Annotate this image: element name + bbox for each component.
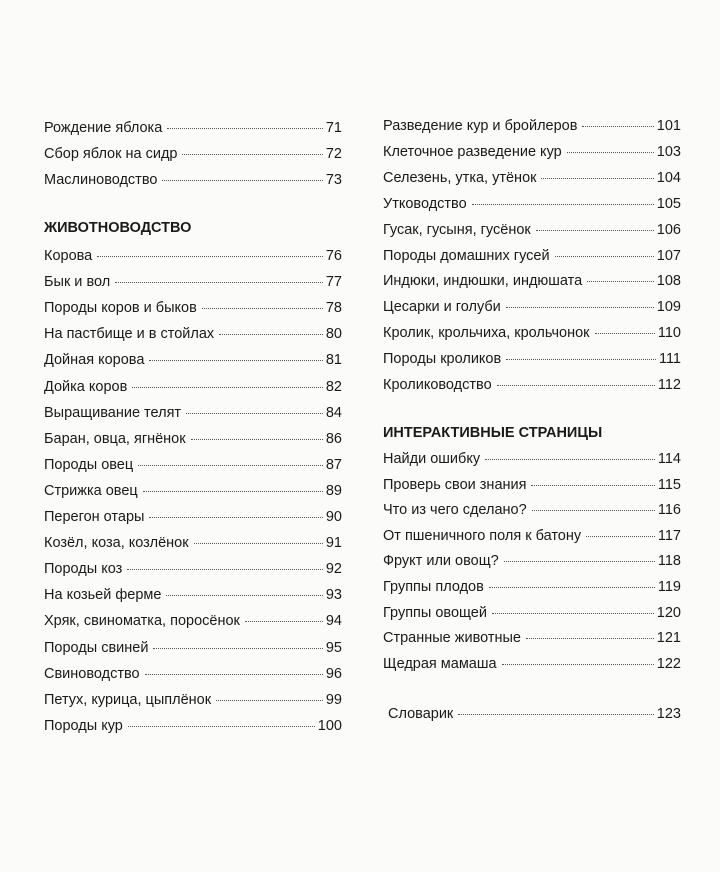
toc-entry[interactable] [44, 482, 342, 500]
toc-entry-title: Клеточное разведение кур [383, 143, 562, 160]
toc-entry-page: 100 [317, 717, 342, 734]
toc-entry[interactable] [44, 171, 342, 189]
toc-entry-title: Странные животные [383, 630, 521, 647]
toc-entry[interactable] [383, 143, 681, 161]
toc-entry-title: Рождение яблока [44, 120, 163, 136]
toc-entry-title: От пшеничного поля к батону [383, 527, 582, 544]
toc-entry[interactable] [44, 560, 342, 578]
dot-leader [586, 535, 655, 537]
toc-entry-title: Свиноводство [44, 665, 140, 682]
toc-entry[interactable] [44, 691, 342, 709]
toc-entry[interactable] [383, 298, 681, 316]
toc-entry-title: Хряк, свиноматка, поросёнок [44, 613, 240, 630]
toc-entry-page: 89 [325, 482, 342, 499]
toc-entry-title: Словарик [388, 706, 454, 722]
toc-entry[interactable] [383, 221, 681, 239]
toc-entry-title: Выращивание телят [44, 404, 182, 421]
toc-entry-title: Гусак, гусыня, гусёнок [383, 221, 531, 238]
toc-entry-page: 106 [656, 221, 681, 238]
dot-leader [497, 384, 655, 386]
toc-entry-page: 117 [657, 527, 681, 544]
toc-entry-title: Маслиноводство [44, 172, 158, 188]
toc-entry-page: 77 [325, 274, 342, 291]
section-heading: ИНТЕРАКТИВНЫЕ СТРАНИЦЫ [383, 425, 603, 441]
dot-leader [127, 568, 323, 570]
toc-entry-page: 118 [657, 553, 681, 570]
toc-entry-glossary[interactable] [388, 705, 681, 723]
toc-entry-title: Щедрая мамаша [383, 655, 497, 672]
toc-entry-page: 93 [325, 587, 342, 604]
dot-leader [587, 280, 654, 282]
toc-entry-page: 95 [325, 639, 342, 656]
dot-leader [191, 438, 323, 440]
toc-entry[interactable] [383, 195, 681, 213]
toc-entry-title: Стрижка овец [44, 482, 138, 499]
toc-entry-page: 71 [325, 120, 342, 136]
toc-entry-page: 72 [325, 146, 342, 162]
dot-leader [555, 255, 654, 257]
toc-entry-page: 96 [325, 665, 342, 682]
toc-entry[interactable] [383, 376, 681, 394]
dot-leader [202, 307, 323, 309]
toc-entry-title: Козёл, коза, козлёнок [44, 535, 189, 552]
toc-entry-title: Корова [44, 248, 93, 264]
toc-entry[interactable] [44, 145, 342, 163]
toc-entry-title: Породы домашних гусей [383, 247, 550, 264]
dot-leader [143, 490, 323, 492]
toc-entry-page: 101 [656, 118, 681, 134]
dot-leader [492, 612, 654, 614]
toc-entry-title: Фрукт или овощ? [383, 553, 499, 570]
toc-entry-title: На козьей ферме [44, 587, 162, 604]
toc-entry[interactable] [383, 552, 681, 570]
toc-entry[interactable] [44, 639, 342, 657]
toc-entry-page: 87 [325, 456, 342, 473]
toc-entry[interactable] [44, 586, 342, 604]
toc-entry-page: 92 [325, 561, 342, 578]
dot-leader [149, 359, 322, 361]
dot-leader [162, 179, 322, 181]
dot-leader [504, 560, 655, 562]
toc-entry[interactable] [44, 404, 342, 422]
toc-entry-page: 114 [657, 451, 681, 467]
dot-leader [595, 332, 655, 334]
toc-entry-page: 107 [656, 247, 681, 264]
toc-entry[interactable] [44, 612, 342, 630]
toc-entry-page: 84 [325, 404, 342, 421]
toc-entry-page: 78 [325, 300, 342, 317]
toc-entry[interactable] [44, 456, 342, 474]
toc-entry-page: 115 [657, 476, 681, 493]
toc-entry-title: Что из чего сделано? [383, 502, 527, 519]
toc-entry[interactable] [383, 655, 681, 673]
toc-entry-title: Породы коз [44, 561, 123, 578]
toc-entry[interactable] [383, 476, 681, 494]
toc-entry[interactable] [44, 273, 342, 291]
dot-leader [182, 153, 322, 155]
toc-entry[interactable] [383, 450, 681, 468]
dot-leader [245, 620, 323, 622]
dot-leader [536, 229, 654, 231]
toc-entry-page: 81 [325, 352, 342, 369]
toc-entry-page: 112 [657, 377, 681, 393]
toc-entry-title: Дойка коров [44, 378, 128, 395]
toc-entry[interactable] [44, 378, 342, 396]
toc-entry-title: Цесарки и голуби [383, 299, 501, 316]
toc-entry-page: 119 [657, 579, 681, 595]
toc-entry[interactable] [383, 169, 681, 187]
toc-entry-title: Индюки, индюшки, индюшата [383, 273, 583, 290]
dot-leader [472, 203, 654, 205]
toc-entry-title: Баран, овца, ягнёнок [44, 430, 186, 447]
toc-entry-page: 108 [656, 273, 681, 290]
toc-entry-page: 105 [656, 195, 681, 212]
toc-entry[interactable] [383, 324, 681, 342]
dot-leader [153, 647, 322, 649]
section-heading: ЖИВОТНОВОДСТВО [44, 220, 192, 236]
dot-leader [167, 127, 323, 129]
toc-entry-page: 90 [325, 509, 342, 525]
toc-entry-title: Группы овощей [383, 604, 487, 621]
toc-entry[interactable] [44, 430, 342, 448]
dot-leader [219, 333, 323, 335]
toc-entry-title: Проверь свои знания [383, 476, 527, 493]
dot-leader [194, 542, 323, 544]
toc-entry-page: 73 [325, 172, 342, 188]
toc-entry[interactable] [44, 351, 342, 369]
toc-entry[interactable] [44, 665, 342, 683]
dot-leader [489, 586, 655, 588]
dot-leader [128, 725, 315, 727]
toc-entry-page: 123 [656, 706, 681, 722]
dot-leader [149, 516, 322, 518]
toc-entry-title: Породы свиней [44, 639, 149, 656]
toc-entry-title: Сбор яблок на сидр [44, 146, 178, 162]
dot-leader [145, 673, 323, 675]
toc-entry[interactable] [44, 325, 342, 343]
toc-entry-page: 120 [656, 604, 681, 621]
toc-entry-title: Породы кур [44, 717, 123, 734]
dot-leader [216, 699, 323, 701]
toc-entry-page: 82 [325, 378, 342, 395]
dot-leader [166, 594, 322, 596]
toc-entry-title: Бык и вол [44, 274, 111, 291]
dot-leader [567, 151, 654, 153]
dot-leader [541, 177, 653, 179]
dot-leader [506, 358, 656, 360]
dot-leader [138, 464, 323, 466]
dot-leader [186, 412, 323, 414]
toc-entry[interactable] [383, 350, 681, 368]
toc-entry-page: 111 [658, 351, 681, 368]
toc-entry[interactable] [383, 247, 681, 265]
toc-entry-title: Породы кроликов [383, 351, 502, 368]
toc-entry-title: Породы овец [44, 456, 134, 473]
toc-entry-page: 104 [656, 169, 681, 186]
toc-entry[interactable] [383, 272, 681, 290]
toc-entry-title: Дойная корова [44, 352, 145, 369]
dot-leader [582, 125, 653, 127]
toc-entry[interactable] [383, 501, 681, 519]
toc-entry[interactable] [44, 247, 342, 265]
toc-entry-title: Породы коров и быков [44, 300, 197, 317]
toc-entry[interactable] [383, 578, 681, 596]
toc-entry-page: 122 [656, 655, 681, 672]
toc-entry[interactable] [44, 119, 342, 137]
toc-entry-title: Перегон отары [44, 509, 145, 525]
dot-leader [115, 281, 323, 283]
toc-entry[interactable] [44, 508, 342, 526]
toc-entry[interactable] [383, 604, 681, 622]
dot-leader [132, 386, 323, 388]
toc-entry-page: 99 [325, 691, 342, 708]
toc-entry[interactable] [44, 299, 342, 317]
toc-entry-title: Петух, курица, цыплёнок [44, 691, 212, 708]
toc-entry-title: Селезень, утка, утёнок [383, 169, 537, 186]
toc-entry-page: 94 [325, 613, 342, 630]
toc-entry[interactable] [383, 117, 681, 135]
toc-entry-page: 76 [325, 248, 342, 264]
toc-entry[interactable] [383, 527, 681, 545]
toc-entry-page: 110 [657, 325, 681, 342]
toc-entry-title: Кролиководство [383, 377, 492, 393]
dot-leader [506, 306, 654, 308]
toc-entry-title: Разведение кур и бройлеров [383, 118, 578, 134]
toc-entry-page: 91 [325, 535, 342, 552]
toc-entry-title: На пастбище и в стойлах [44, 326, 215, 343]
dot-leader [531, 484, 654, 486]
toc-entry-title: Найди ошибку [383, 451, 481, 467]
toc-entry-page: 86 [325, 430, 342, 447]
toc-entry-page: 116 [657, 502, 681, 519]
toc-entry-title: Кролик, крольчиха, крольчонок [383, 325, 590, 342]
toc-entry-page: 80 [325, 326, 342, 343]
toc-entry[interactable] [383, 629, 681, 647]
toc-entry-page: 103 [656, 143, 681, 160]
dot-leader [526, 637, 654, 639]
toc-entry-page: 121 [656, 630, 681, 647]
dot-leader [458, 713, 654, 715]
toc-entry-page: 109 [656, 299, 681, 316]
dot-leader [97, 255, 323, 257]
toc-entry[interactable] [44, 717, 342, 735]
dot-leader [502, 663, 654, 665]
dot-leader [485, 458, 655, 460]
toc-entry[interactable] [44, 534, 342, 552]
toc-entry-title: Утководство [383, 195, 467, 212]
dot-leader [532, 509, 655, 511]
toc-entry-title: Группы плодов [383, 579, 484, 595]
